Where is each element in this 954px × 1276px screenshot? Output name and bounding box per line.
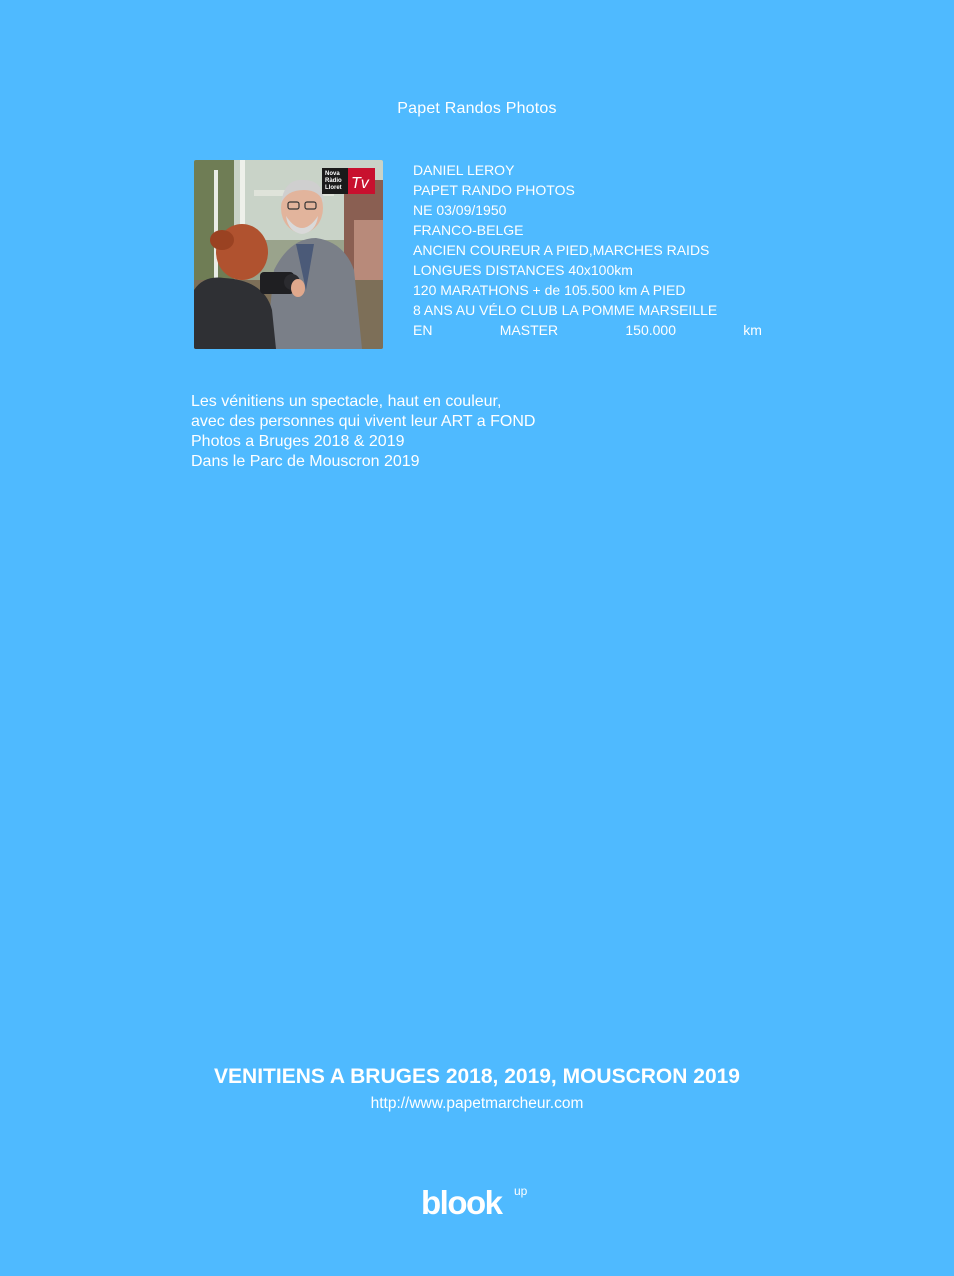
- bio-word: km: [743, 322, 762, 338]
- bio-line: 8 ANS AU VÉLO CLUB LA POMME MARSEILLE: [413, 302, 718, 318]
- svg-text:Lloret: Lloret: [325, 185, 342, 191]
- description-line: Dans le Parc de Mouscron 2019: [191, 453, 420, 470]
- page-header-title: Papet Randos Photos: [397, 100, 557, 117]
- bio-word: 150.000: [625, 322, 676, 338]
- author-bio: [413, 160, 763, 340]
- bio-line: PAPET RANDO PHOTOS: [413, 182, 575, 198]
- description-line: Photos a Bruges 2018 & 2019: [191, 433, 405, 450]
- bio-line-justified: [413, 320, 762, 340]
- book-title: VENITIENS A BRUGES 2018, 2019, MOUSCRON 2019: [214, 1065, 740, 1088]
- bio-line: ANCIEN COUREUR A PIED,MARCHES RAIDS: [413, 242, 710, 258]
- author-photo: [194, 160, 383, 349]
- svg-text:Nova: Nova: [325, 171, 340, 177]
- description-line: avec des personnes qui vivent leur ART a FOND: [191, 413, 536, 430]
- bio-line: DANIEL LEROY: [413, 162, 515, 178]
- description-line: Les vénitiens un spectacle, haut en couleur,: [191, 393, 502, 410]
- bio-word: EN: [413, 322, 433, 338]
- bio-line: LONGUES DISTANCES 40x100km: [413, 262, 633, 278]
- book-description: [191, 392, 535, 472]
- svg-text:Tv: Tv: [351, 175, 369, 192]
- svg-text:Ràdio: Ràdio: [325, 178, 342, 184]
- logo-word: blook: [421, 1184, 502, 1221]
- blookup-logo: [421, 1186, 533, 1220]
- bio-line: 120 MARATHONS + de 105.500 km A PIED: [413, 282, 686, 298]
- bio-word: MASTER: [499, 322, 559, 338]
- logo-superscript: up: [514, 1184, 528, 1198]
- website-link[interactable]: http://www.papetmarcheur.com: [370, 1095, 584, 1112]
- bio-line: FRANCO-BELGE: [413, 222, 524, 238]
- bio-line: NE 03/09/1950: [413, 202, 507, 218]
